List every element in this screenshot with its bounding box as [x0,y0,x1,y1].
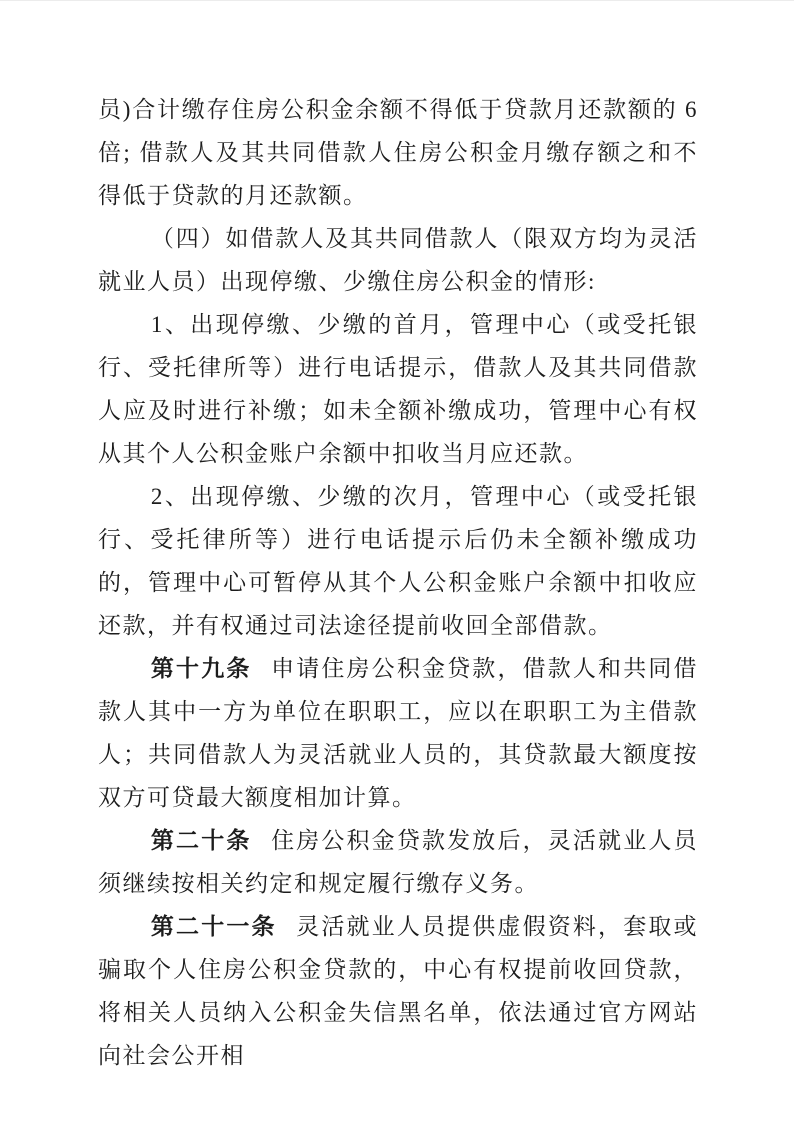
paragraph-text: （四）如借款人及其共同借款人（限双方均为灵活就业人员）出现停缴、少缴住房公积金的情形: [98,226,698,294]
paragraph-text: 2、出现停缴、少缴的次月，管理中心（或受托银行、受托律所等）进行电话提示后仍未全额补缴成功的，管理中心可暂停从其个人公积金账户余额中扣收应还款，并有权通过司法途径提前收回全部借款。 [98,484,698,638]
document-body [98,88,698,1077]
article-number: 第二十条 [150,827,252,853]
article-number: 第十九条 [150,655,252,681]
article-number: 第二十一条 [150,913,277,939]
paragraph [98,647,698,819]
paragraph [98,819,698,905]
paragraph-text: 员)合计缴存住房公积金余额不得低于贷款月还款额的 6 倍; 借款人及其共同借款人住房公积金月缴存额之和不得低于贷款的月还款额。 [98,97,698,208]
paragraph-text: 灵活就业人员提供虚假资料，套取或骗取个人住房公积金贷款的，中心有权提前收回贷款，将相关人员纳入公积金失信黑名单，依法通过官方网站向社会公开相 [98,914,698,1068]
paragraph-text: 申请住房公积金贷款，借款人和共同借款人其中一方为单位在职职工，应以在职职工为主借款人；共同借款人为灵活就业人员的，其贷款最大额度按双方可贷最大额度相加计算。 [98,656,699,810]
paragraph [98,475,698,647]
paragraph [98,88,698,217]
paragraph-text: 1、出现停缴、少缴的首月，管理中心（或受托银行、受托律所等）进行电话提示，借款人及其共同借款人应及时进行补缴；如未全额补缴成功，管理中心有权从其个人公积金账户余额中扣收当月应还款。 [98,312,698,466]
paragraph [98,905,698,1077]
paragraph-text: 住房公积金贷款发放后，灵活就业人员须继续按相关约定和规定履行缴存义务。 [98,828,699,896]
paragraph [98,217,698,303]
paragraph [98,303,698,475]
